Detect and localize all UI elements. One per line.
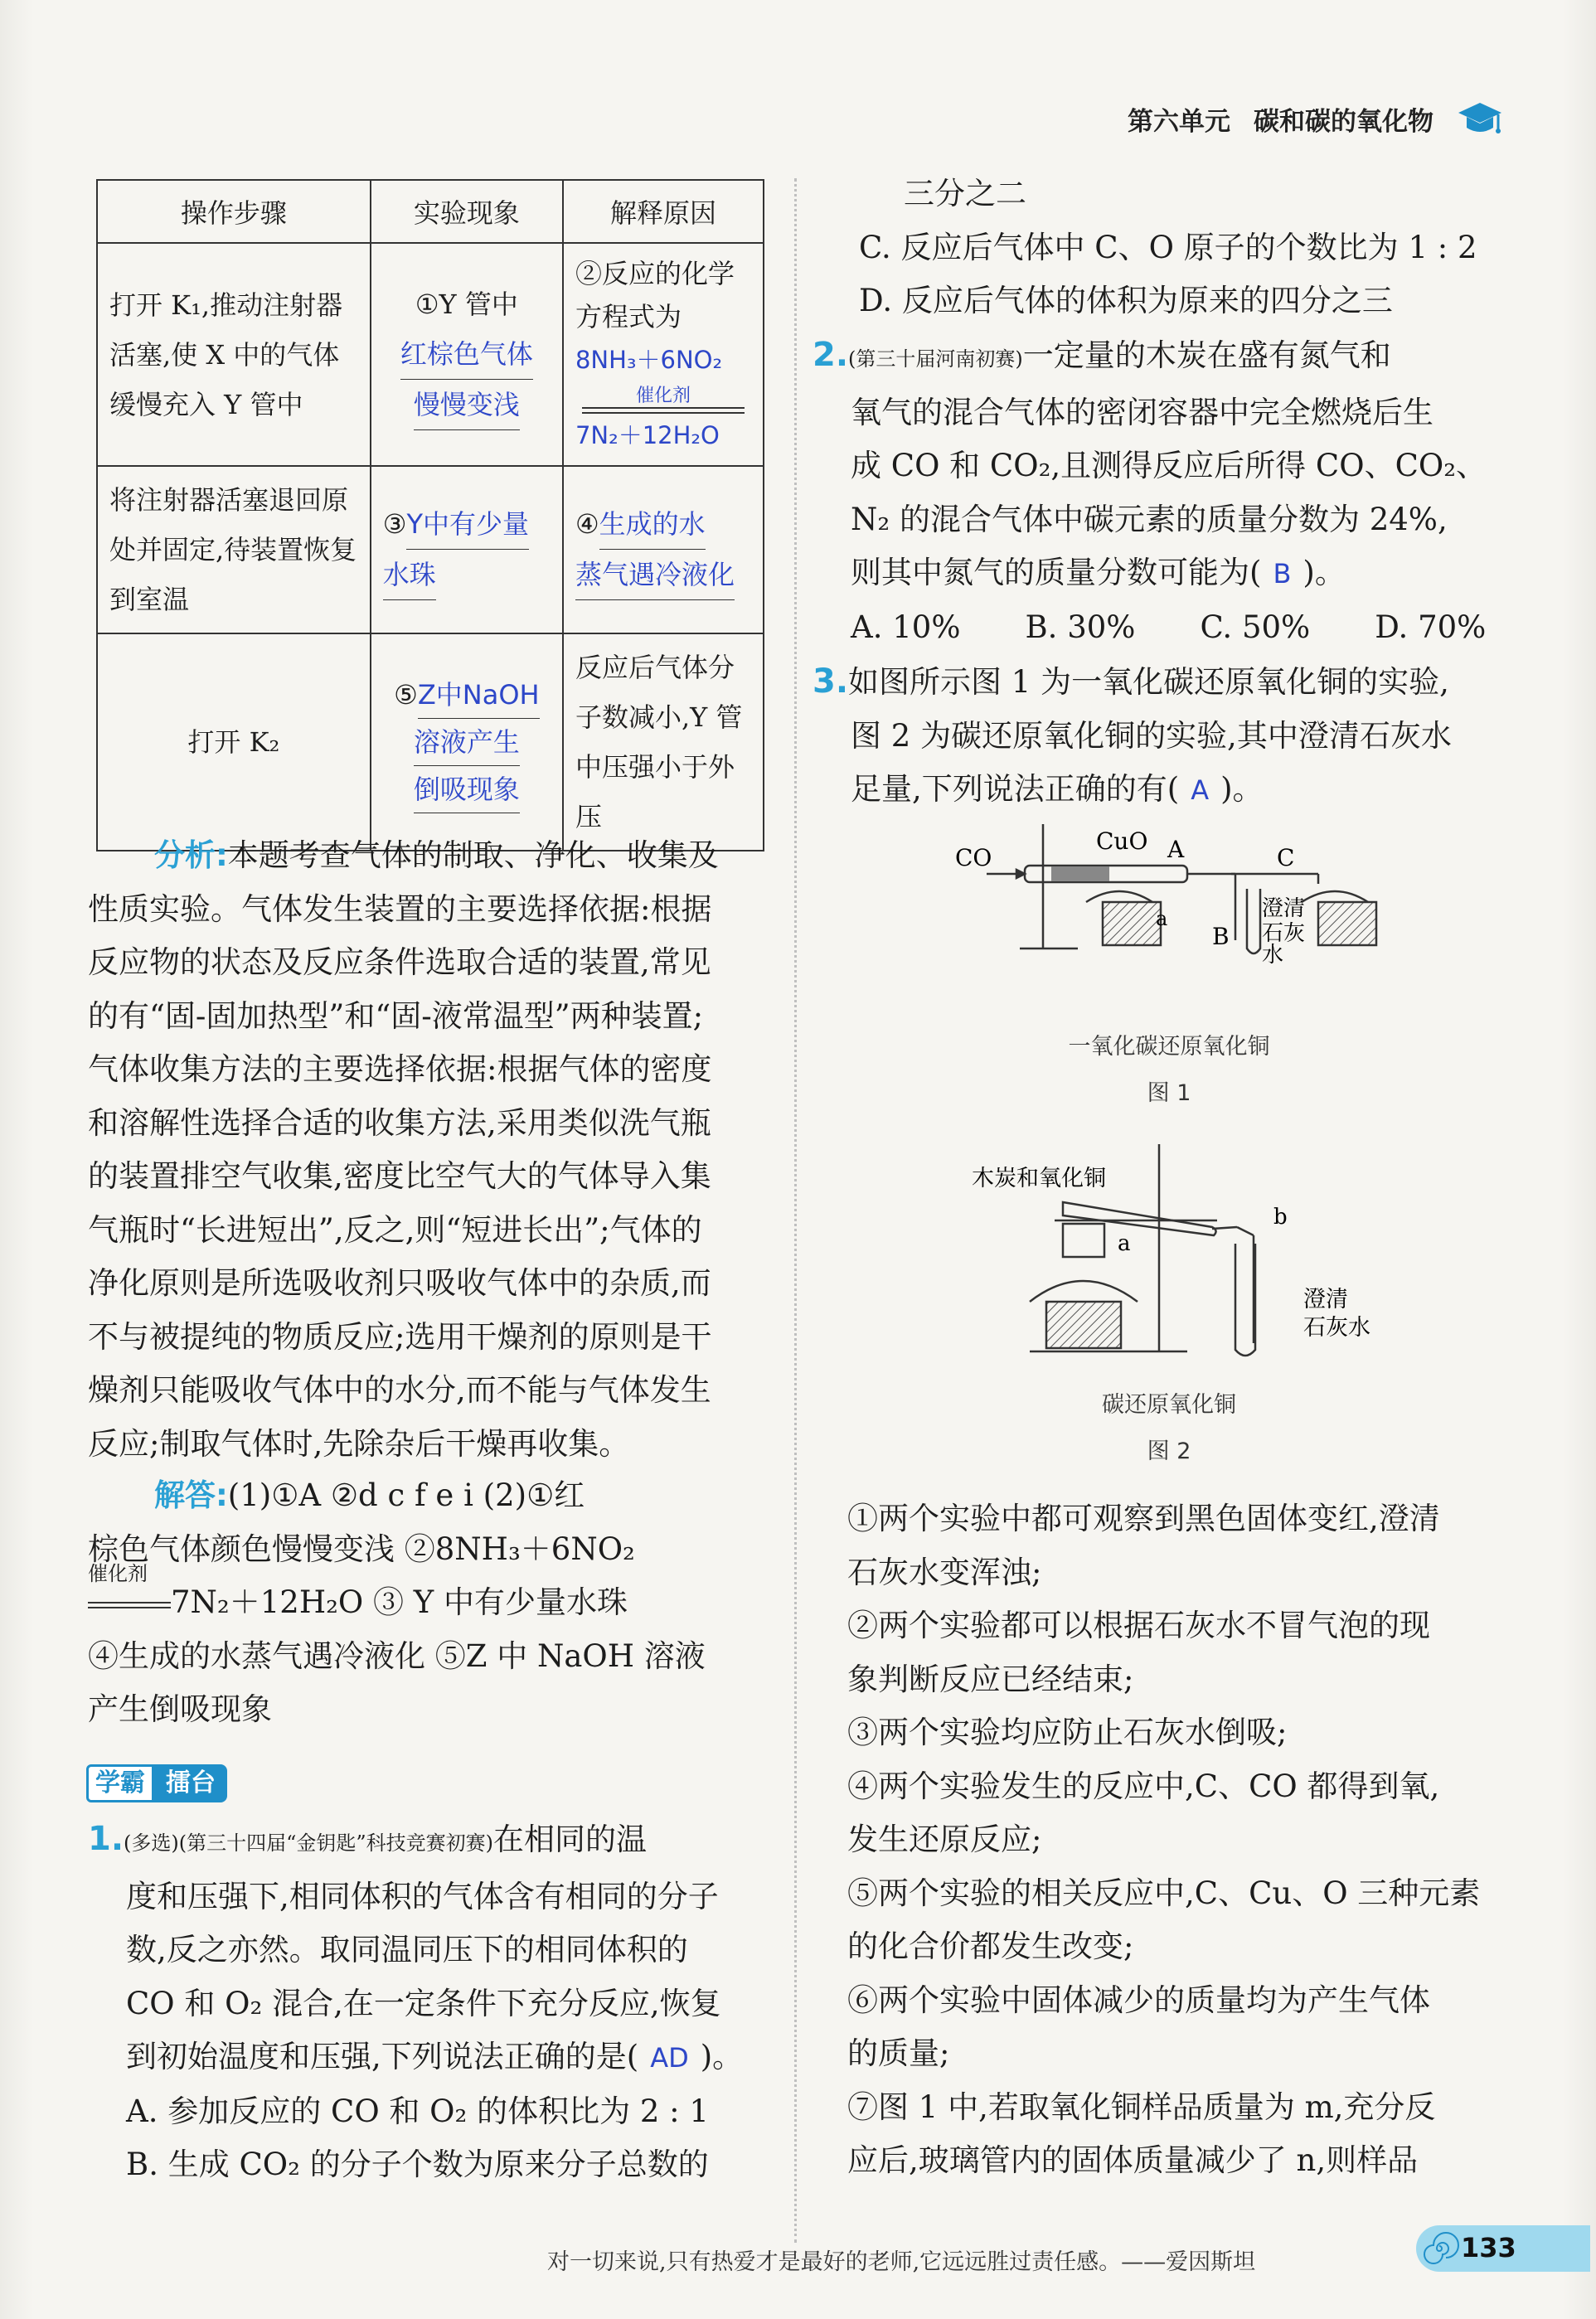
statements-block — [847, 1492, 1527, 2188]
statement-line: 发生还原反应; — [847, 1822, 1042, 1857]
statement-line: ⑥两个实验中固体减少的质量均为产生气体 — [847, 1982, 1430, 2018]
statement-line: 石灰水变浑浊; — [847, 1554, 1042, 1590]
statement-line: ②两个实验都可以根据石灰水不冒气泡的现 — [847, 1608, 1430, 1643]
page-number-tab — [1416, 2225, 1590, 2272]
label-lime-1: 澄清 — [1262, 896, 1306, 921]
answer-text: B — [1273, 558, 1292, 589]
text-line: )。 — [1220, 771, 1264, 807]
figure-2-caption: 碳还原氧化铜 — [1102, 1392, 1236, 1418]
answer-text: 红棕色气体 — [400, 329, 533, 380]
label-a: a — [1118, 1231, 1131, 1256]
text-line: 度和压强下,相同体积的气体含有相同的分子 — [126, 1878, 719, 1914]
text-line: 棕色气体颜色慢慢变浅 ②8NH₃＋6NO₂ — [88, 1531, 635, 1567]
text-line: 净化原则是所选吸收剂只吸收气体中的杂质,而 — [88, 1265, 711, 1301]
answer-text: 蒸气遇冷液化 — [575, 550, 735, 600]
chapter-title: 碳和碳的氧化物 — [1254, 106, 1433, 137]
answer-text: Y中有少量 — [406, 499, 529, 550]
text-line: 反应物的状态及反应条件选取合适的装置,常见 — [88, 944, 711, 980]
equation-arrow — [582, 407, 745, 414]
statement-line: 应后,玻璃管内的固体质量减少了 n,则样品 — [847, 2142, 1419, 2178]
table-header: 实验现象 — [371, 180, 563, 243]
phenomenon-prefix: ①Y 管中 — [415, 288, 518, 320]
table-header-row — [97, 180, 764, 243]
text-line: CO 和 O₂ 混合,在一定条件下充分反应,恢复 — [126, 1985, 721, 2021]
statement-line: 的质量; — [847, 2035, 950, 2071]
text-line: 则其中氮气的质量分数可能为( — [851, 555, 1262, 590]
question-1-continued — [829, 167, 1517, 328]
analysis-block — [88, 829, 776, 1471]
option-b-continued: 三分之二 — [904, 176, 1026, 211]
label-reagent: 木炭和氧化铜 — [972, 1166, 1106, 1191]
label-lime-2: 石灰 — [1262, 921, 1306, 946]
catalyst-label: 催化剂 — [88, 1562, 148, 1585]
answer-text: 溶液产生 — [414, 719, 520, 766]
figure-1-title: 图 1 — [1147, 1080, 1191, 1106]
table-row — [97, 466, 764, 633]
question-1 — [88, 1812, 784, 2192]
statement-line: ①两个实验中都可观察到黑色固体变红,澄清 — [847, 1501, 1440, 1536]
answer-block — [88, 1469, 776, 1737]
option-c: C. 50% — [1200, 609, 1311, 645]
text-line: 不与被提纯的物质反应;选用干燥剂的原则是干 — [88, 1318, 712, 1355]
experiment-table — [96, 179, 764, 851]
text-line: 图 2 为碳还原氧化铜的实验,其中澄清石灰水 — [851, 717, 1452, 754]
label-lime-2: 石灰水 — [1303, 1315, 1370, 1341]
label-co: CO — [955, 844, 992, 871]
text-line: 燥剂只能吸收气体中的水分,而不能与气体发生 — [88, 1372, 711, 1408]
statement-line: 象判断反应已经结束; — [847, 1661, 1134, 1697]
text-line: 反应;制取气体时,先除杂后干燥再收集。 — [88, 1425, 630, 1462]
text-line: 的有“固-固加热型”和“固-液常温型”两种装置; — [88, 997, 704, 1034]
text-line: 的装置排空气收集,密度比空气大的气体导入集 — [88, 1158, 711, 1194]
question-3 — [813, 655, 1517, 817]
table-header: 解释原因 — [563, 180, 764, 243]
text-line: )。 — [700, 2039, 744, 2074]
figure-1-caption: 一氧化碳还原氧化铜 — [1068, 1034, 1270, 1060]
text-line: 气瓶时“长进短出”,反之,则“短进长出”;气体的 — [88, 1211, 702, 1248]
unit-title: 第六单元 — [1128, 106, 1230, 137]
option-b: B. 生成 CO₂ 的分子个数为原来分子总数的 — [126, 2147, 709, 2182]
question-number: 2. — [813, 336, 849, 374]
text-line: 性质实验。气体发生装置的主要选择依据:根据 — [88, 890, 712, 927]
section-badge — [86, 1764, 227, 1802]
reason-prefix: ④ — [575, 508, 599, 540]
table-cell-reason — [563, 243, 764, 466]
option-a: A. 参加反应的 CO 和 O₂ 的体积比为 2 : 1 — [126, 2093, 709, 2129]
text-line: 在相同的温 — [493, 1822, 648, 1857]
table-row — [97, 243, 764, 466]
question-2 — [813, 328, 1517, 654]
table-cell-step: 打开 K₂ — [97, 633, 371, 851]
text-line: 氧气的混合气体的密闭容器中完全燃烧后生 — [851, 394, 1433, 430]
text-line: 如图所示图 1 为一氧化碳还原氧化铜的实验, — [848, 664, 1449, 700]
answer-text: 生成的水 — [599, 499, 706, 550]
option-b: B. 30% — [1025, 609, 1136, 645]
option-a: A. 10% — [851, 609, 961, 645]
question-number: 3. — [813, 662, 849, 701]
page-number: 133 — [1461, 2232, 1516, 2263]
text-line: 一定量的木炭在盛有氮气和 — [1022, 337, 1391, 373]
table-row — [97, 633, 764, 851]
text-line: N₂ 的混合气体中碳元素的质量分数为 24%, — [851, 501, 1448, 537]
answer-text: 慢慢变浅 — [414, 380, 520, 430]
statement-line: 的化合价都发生改变; — [847, 1928, 1134, 1964]
text-line: 和溶解性选择合适的收集方法,采用类似洗气瓶 — [88, 1104, 711, 1141]
equation-line — [88, 1562, 776, 1630]
phenomenon-prefix: ⑤ — [394, 678, 418, 711]
table-cell-phenomenon — [371, 466, 563, 633]
question-source: (多选)(第三十四届“金钥匙”科技竞赛初赛) — [124, 1831, 494, 1855]
table-cell-phenomenon — [371, 633, 563, 851]
question-source: (第三十届河南初赛) — [848, 347, 1023, 371]
equation-arrow — [88, 1602, 171, 1608]
table-cell-step: 打开 K₁,推动注射器活塞,使 X 中的气体缓慢充入 Y 管中 — [97, 243, 371, 466]
text-line: ④生成的水蒸气遇冷液化 ⑤Z 中 NaOH 溶液 — [88, 1637, 706, 1674]
text-line: 产生倒吸现象 — [88, 1691, 272, 1727]
label-a-lamp: a — [1156, 907, 1168, 930]
text-line: (1)①A ②d c f e i (2)①红 — [227, 1477, 585, 1513]
statement-line: ③两个实验均应防止石灰水倒吸; — [847, 1715, 1288, 1750]
text-line: 数,反之亦然。取同温同压下的相同体积的 — [126, 1932, 688, 1967]
catalyst-label: 催化剂 — [635, 386, 691, 406]
text-line: 气体收集方法的主要选择依据:根据气体的密度 — [88, 1051, 712, 1087]
analysis-label: 分析: — [154, 837, 228, 873]
answer-text: A — [1191, 774, 1210, 806]
table-cell-reason: 反应后气体分子数减小,Y 管中压强小于外压 — [563, 633, 764, 851]
label-cuo: CuO — [1096, 827, 1148, 855]
figure-1-apparatus — [955, 816, 1393, 968]
equation-right: 7N₂＋12H₂O — [575, 421, 720, 449]
label-b: b — [1273, 1205, 1288, 1230]
phenomenon-prefix: ③ — [382, 508, 407, 540]
answer-text: AD — [650, 2042, 689, 2074]
label-lime-1: 澄清 — [1303, 1287, 1348, 1312]
spiral-icon — [1423, 2232, 1456, 2265]
option-c: C. 反应后气体中 C、O 原子的个数比为 1 : 2 — [859, 229, 1477, 265]
answer-text: Z中NaOH — [418, 672, 540, 719]
option-d: D. 反应后气体的体积为原来的四分之三 — [859, 283, 1393, 318]
equation-left: 8NH₃＋6NO₂ — [575, 346, 723, 374]
answer-text: 倒吸现象 — [414, 766, 520, 813]
column-divider — [794, 178, 797, 2243]
reason-prefix: ②反应的化学方程式为 — [575, 258, 735, 332]
figure-2-title: 图 2 — [1147, 1438, 1191, 1464]
table-cell-reason — [563, 466, 764, 633]
table-cell-step: 将注射器活塞退回原处并固定,待装置恢复到室温 — [97, 466, 371, 633]
label-a-point: A — [1167, 836, 1185, 863]
section-badge-part1: 学霸 — [86, 1764, 154, 1802]
label-b-point: B — [1212, 923, 1230, 950]
text-line: 本题考查气体的制取、净化、收集及 — [227, 837, 719, 873]
text-line: 成 CO 和 CO₂,且测得反应后所得 CO、CO₂、 — [851, 448, 1487, 483]
label-lime-3: 水 — [1262, 943, 1284, 968]
graduation-cap-icon — [1457, 98, 1503, 139]
page-header — [1128, 98, 1503, 139]
section-badge-part2: 擂台 — [154, 1764, 227, 1802]
question-number: 1. — [88, 1820, 124, 1858]
figure-2-apparatus — [972, 1144, 1370, 1360]
statement-line: ⑦图 1 中,若取氧化铜样品质量为 m,充分反 — [847, 2089, 1436, 2125]
answer-text: 水珠 — [383, 550, 436, 600]
label-c-point: C — [1277, 844, 1295, 871]
table-cell-phenomenon — [371, 243, 563, 466]
answer-label: 解答: — [154, 1477, 228, 1513]
options-row — [813, 601, 1517, 655]
statement-line: ⑤两个实验的相关反应中,C、Cu、O 三种元素 — [847, 1875, 1481, 1911]
table-header: 操作步骤 — [97, 180, 371, 243]
text-line: )。 — [1303, 555, 1346, 590]
text-line: 7N₂＋12H₂O ③ Y 中有少量水珠 — [171, 1584, 628, 1620]
option-d: D. 70% — [1375, 609, 1487, 645]
statement-line: ④两个实验发生的反应中,C、CO 都得到氧, — [847, 1768, 1440, 1804]
text-line: 足量,下列说法正确的有( — [851, 771, 1180, 807]
text-line: 到初始温度和压强,下列说法正确的是( — [126, 2039, 639, 2074]
footer-quote: 对一切来说,只有热爱才是最好的老师,它远远胜过责任感。——爱因斯坦 — [547, 2249, 1256, 2275]
